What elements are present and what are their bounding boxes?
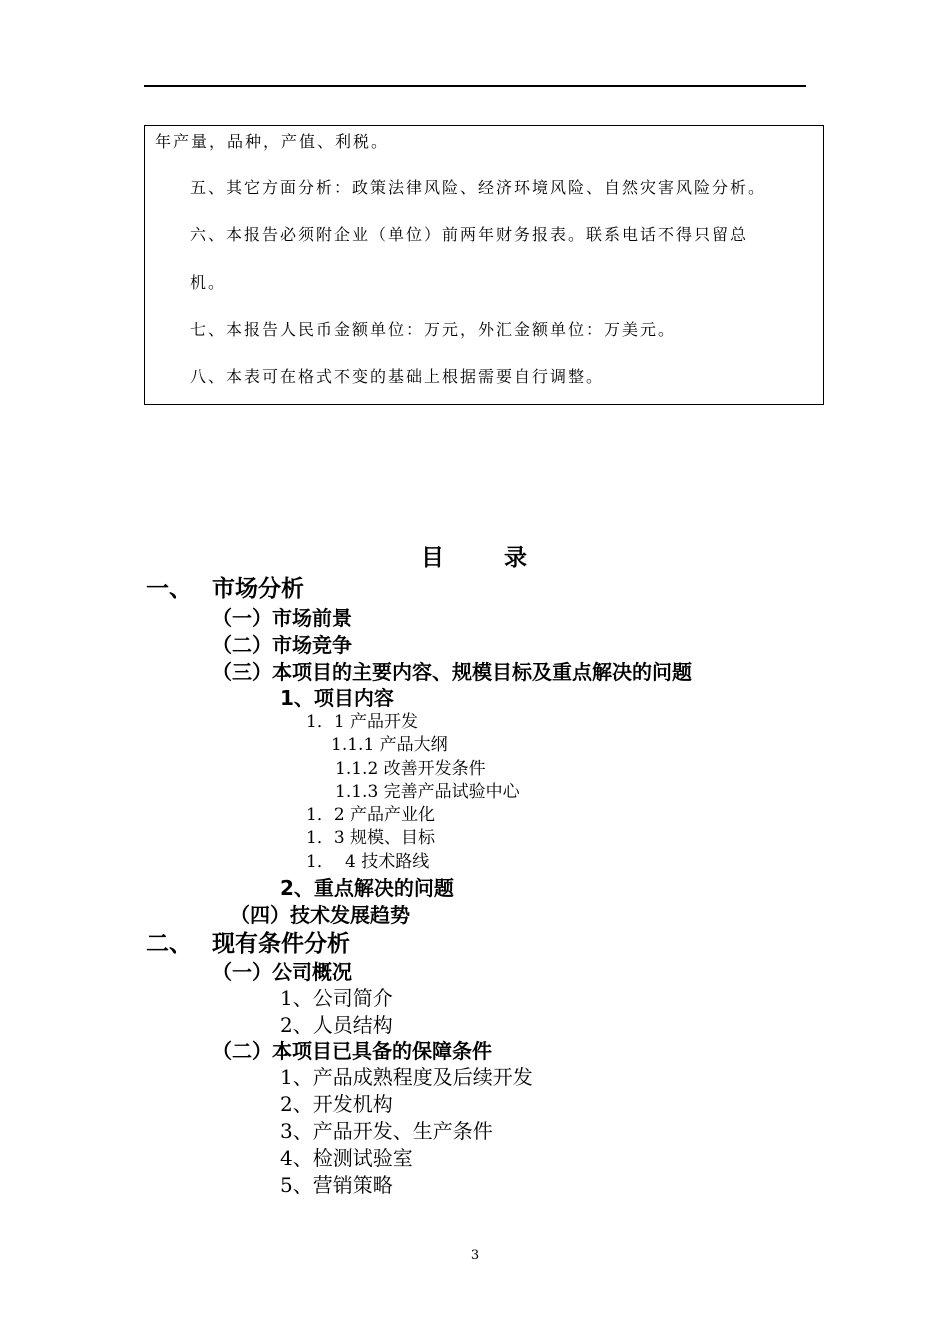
toc-item: 1．3 规模、目标 xyxy=(306,828,436,848)
toc-section: （一）市场前景 xyxy=(212,606,352,630)
page-number: 3 xyxy=(470,1248,480,1263)
toc-section: （一）公司概况 xyxy=(212,960,352,984)
toc-subsection: 1、项目内容 xyxy=(280,686,394,710)
toc-chapter-number: 一、 xyxy=(146,576,192,602)
note-line: 六、本报告必须附企业（单位）前两年财务报表。联系电话不得只留总 xyxy=(190,225,749,244)
toc-item: 1． xyxy=(306,852,334,872)
toc-item: 1．2 产品产业化 xyxy=(306,805,436,825)
note-line: 七、本报告人民币金额单位：万元，外汇金额单位：万美元。 xyxy=(190,320,677,339)
toc-item: 1、产品成熟程度及后续开发 xyxy=(280,1065,533,1089)
toc-item: 1.1.3 完善产品试验中心 xyxy=(335,782,520,802)
toc-item: 4 技术路线 xyxy=(345,852,430,872)
toc-item: 1.1.1 产品大纲 xyxy=(331,735,448,755)
note-line: 机。 xyxy=(190,273,227,292)
note-line: 五、其它方面分析：政策法律风险、经济环境风险、自然灾害风险分析。 xyxy=(190,178,767,197)
toc-chapter-number: 二、 xyxy=(146,931,192,957)
notes-box xyxy=(144,125,824,405)
toc-item: 4、检测试验室 xyxy=(280,1146,413,1170)
toc-subsection: 2、重点解决的问题 xyxy=(280,876,454,900)
toc-item: 3、产品开发、生产条件 xyxy=(280,1119,493,1143)
toc-section: （四）技术发展趋势 xyxy=(230,903,410,927)
header-rule xyxy=(144,85,806,87)
toc-item: 1、公司简介 xyxy=(280,986,393,1010)
note-line: 年产量，品种，产值、利税。 xyxy=(155,132,390,151)
toc-title-left: 目 xyxy=(421,545,446,571)
toc-item: 1．1 产品开发 xyxy=(306,712,419,732)
note-line: 八、本表可在格式不变的基础上根据需要自行调整。 xyxy=(190,367,605,386)
toc-title xyxy=(0,543,950,573)
toc-item: 2、人员结构 xyxy=(280,1013,393,1037)
toc-section: （二）本项目已具备的保障条件 xyxy=(212,1039,492,1063)
toc-chapter-title: 现有条件分析 xyxy=(212,931,350,957)
toc-item: 2、开发机构 xyxy=(280,1092,393,1116)
toc-item: 5、营销策略 xyxy=(280,1173,393,1197)
toc-title-right: 录 xyxy=(504,545,529,571)
toc-section: （三）本项目的主要内容、规模目标及重点解决的问题 xyxy=(212,660,692,684)
toc-section: （二）市场竞争 xyxy=(212,633,352,657)
toc-chapter-title: 市场分析 xyxy=(212,576,304,602)
toc-item: 1.1.2 改善开发条件 xyxy=(335,759,486,779)
